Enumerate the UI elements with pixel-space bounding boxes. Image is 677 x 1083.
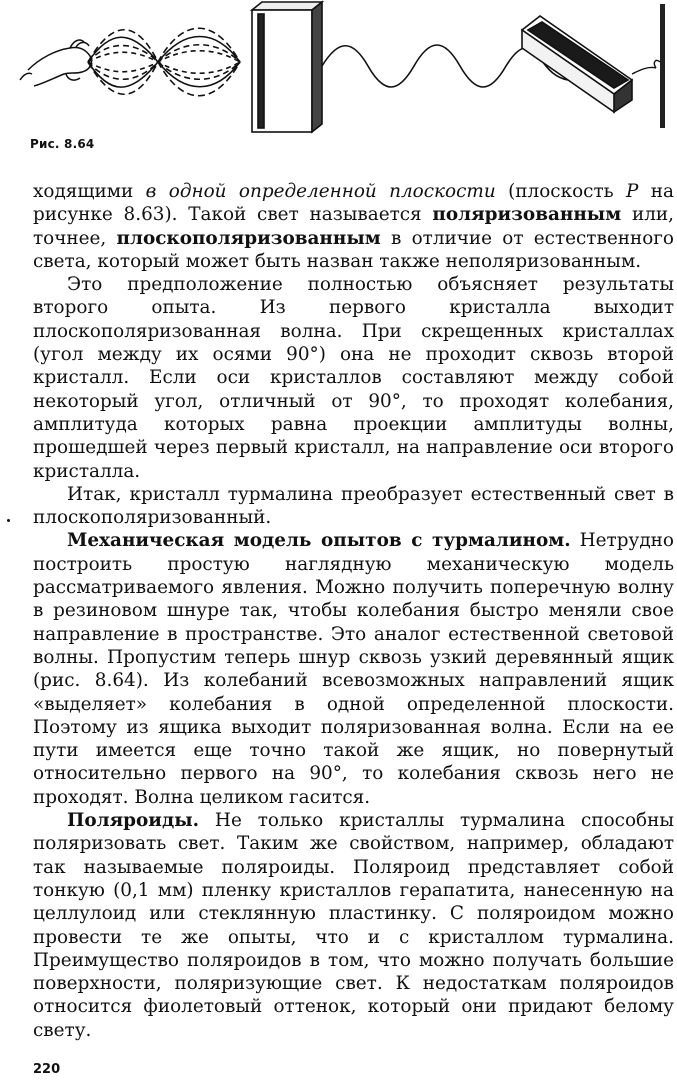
rope-wave-solid-upper xyxy=(88,37,240,87)
text-run: Итак, кристалл турмалина преобразует естественный свет в плоскополяризованный. xyxy=(33,483,674,529)
text-run: Это предположение полностью объясняет результаты второго опыта. Из первого кристалла выходит плоскополяризованная волна. При скрещенных кристаллах (угол между их осями 90°) она не проходит сквозь второй кристалл. Если оси кристаллов составляют между собой некоторый угол, отличный от 90°, то проходят колебания, амплитуда которых равна проекции амплитуды волны, прошедшей через первый кристалл, на направление оси второго кристалла. xyxy=(33,274,674,482)
bold-term: Механическая модель опытов с турмалином. xyxy=(67,530,571,552)
figure-8-64 xyxy=(0,0,677,140)
paragraph xyxy=(33,273,674,483)
rope-wave-solid-lower xyxy=(88,37,240,88)
second-box-rotated xyxy=(522,16,632,112)
italic-phrase: P xyxy=(626,181,639,202)
bold-term: Поляроиды. xyxy=(67,810,200,832)
paragraph xyxy=(33,483,674,530)
text-run: в отличие от естественного света, который может быть назван также неполяризованным. xyxy=(33,227,675,272)
text-run: или, точнее, xyxy=(33,204,675,249)
body-text xyxy=(33,180,674,1042)
bold-term: поляризованным xyxy=(432,204,622,226)
wooden-box-slit xyxy=(252,2,322,132)
text-run: ходящими xyxy=(33,181,146,202)
rope-wave-dashed-2 xyxy=(88,45,240,80)
text-run: (плоскость xyxy=(495,181,627,202)
rope-wave-dashed-1 xyxy=(88,46,240,80)
wall-hook xyxy=(654,60,660,68)
paragraph xyxy=(33,180,674,273)
bold-term: плоскополяризованным xyxy=(116,227,381,249)
paragraph xyxy=(33,529,674,809)
text-run: Нетрудно построить простую наглядную механическую модель рассматриваемого явления. Можно получить поперечную волну в резиновом шнуре так, чтобы колебания быстро меняли свое направление в пространстве. Это аналог естественной световой волны. Пропустим теперь шнур сквозь узкий деревянный ящик (рис. 8.64). Из колебаний всевозможных направлений ящик «выделяет» колебания в одной определенной плоскости. Поэтому из ящика выходит поляризованная волна. Если на ее пути имеется еще точно такой же ящик, но повернутый относительно первого на 90°, то колебания сквозь него не проходят. Волна целиком гасится. xyxy=(33,530,674,808)
italic-phrase: в одной определенной плоскости xyxy=(145,181,496,202)
wall xyxy=(660,4,665,128)
hand-icon xyxy=(20,40,92,86)
rope-to-hook xyxy=(632,67,656,74)
figure-caption: Рис. 8.64 xyxy=(30,137,95,151)
text-run: на рисунке 8.63). Такой свет называется xyxy=(33,181,674,226)
page-number: 220 xyxy=(33,1062,61,1077)
text-run: Не только кристаллы турмалина способны поляризовать свет. Таким же свойством, например, обладают так называемые поляроиды. Поляроид представляет собой тонкую (0,1 мм) пленку кристаллов герапатита, нанесенную на целлулоид или стеклянную пластинку. С поляроидом можно провести те же опыты, что и с кристаллом турмалина. Преимущество поляроидов в том, что можно получать большие поверхности, поляризующие свет. К недостаткам поляроидов относится фиолетовый оттенок, который они придают белому свету. xyxy=(33,810,674,1041)
rope-through-box-illustration xyxy=(0,0,677,140)
paragraph xyxy=(33,809,674,1042)
margin-dot xyxy=(7,519,10,522)
